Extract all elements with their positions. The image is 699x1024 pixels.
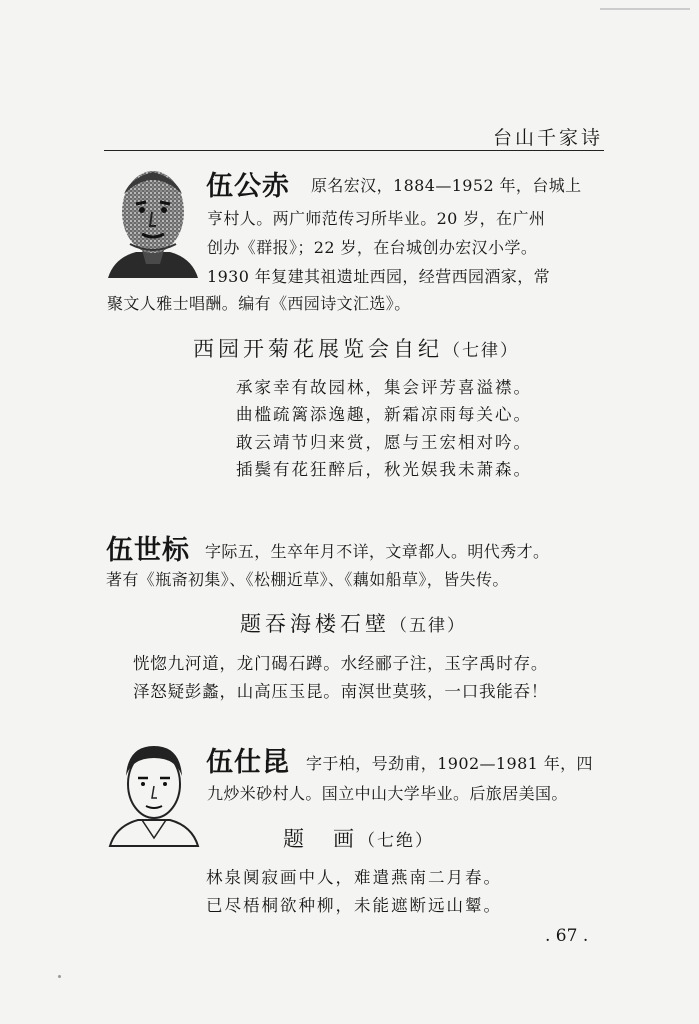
poem-title — [193, 333, 519, 363]
bio-line: 亨村人。两广师范传习所毕业。20 岁，在广州 — [207, 209, 546, 228]
verse-line: 敢云靖节归来赏，愿与王宏相对吟。 — [236, 433, 532, 452]
running-header: 台山千家诗 — [492, 127, 603, 149]
poet-name: 伍仕昆 — [206, 747, 290, 778]
poem-title — [283, 823, 434, 853]
poem-title-text: 题吞海楼石壁 — [240, 612, 390, 636]
verse-line: 已尽梧桐欲种柳，未能遮断远山颦。 — [206, 896, 502, 915]
bio-line: 原名宏汉，1884—1952 年，台城上 — [311, 176, 582, 195]
verse-line: 恍惚九河道，龙门碣石蹲。水经郦子注，玉字禹时存。 — [133, 654, 549, 673]
bio-line: 著有《瓶斋初集》、《松棚近草》、《藕如船草》，皆失传。 — [106, 570, 509, 589]
poem-title — [240, 608, 466, 638]
poem-form: （五律） — [390, 616, 466, 636]
bio-line: 1930 年复建其祖遗址西园，经营西园酒家，常 — [207, 267, 551, 286]
verse-line: 插鬓有花狂醉后，秋光娱我未萧森。 — [236, 460, 532, 479]
poet-name: 伍世标 — [106, 535, 190, 566]
verse-line: 林泉阒寂画中人，难遣燕南二月春。 — [206, 868, 502, 887]
poem-form: （七绝） — [358, 831, 434, 851]
page-number: . 67 . — [545, 926, 589, 946]
bio-line: 聚文人雅士唱酬。编有《西园诗文汇选》。 — [107, 294, 411, 313]
bio-line: 字际五，生卒年月不详，文章都人。明代秀才。 — [205, 542, 550, 561]
poet-name: 伍公赤 — [206, 171, 290, 202]
verse-line: 承家幸有故园林，集会评芳喜溢襟。 — [236, 378, 532, 397]
poem-title-text: 题 画 — [283, 827, 358, 851]
bio-line: 九炒米砂村人。国立中山大学毕业。后旅居美国。 — [207, 784, 568, 803]
header-rule — [104, 150, 604, 151]
portrait-wu-shikun — [106, 738, 202, 848]
poem-title-text: 西园开菊花展览会自纪 — [193, 337, 443, 361]
poem-form: （七律） — [443, 341, 519, 361]
verse-line: 泽怒疑彭蠡，山高压玉昆。南溟世莫骇，一口我能吞！ — [133, 682, 549, 701]
verse-line: 曲槛疏篱添逸趣，新霜凉雨每关心。 — [236, 405, 532, 424]
portrait-wu-gongchi — [106, 160, 200, 280]
scan-artifact — [600, 8, 690, 10]
bio-line: 创办《群报》；22 岁，在台城创办宏汉小学。 — [207, 238, 538, 257]
bio-line: 字于柏，号劲甫，1902—1981 年，四 — [306, 754, 593, 773]
scan-artifact — [58, 975, 61, 978]
